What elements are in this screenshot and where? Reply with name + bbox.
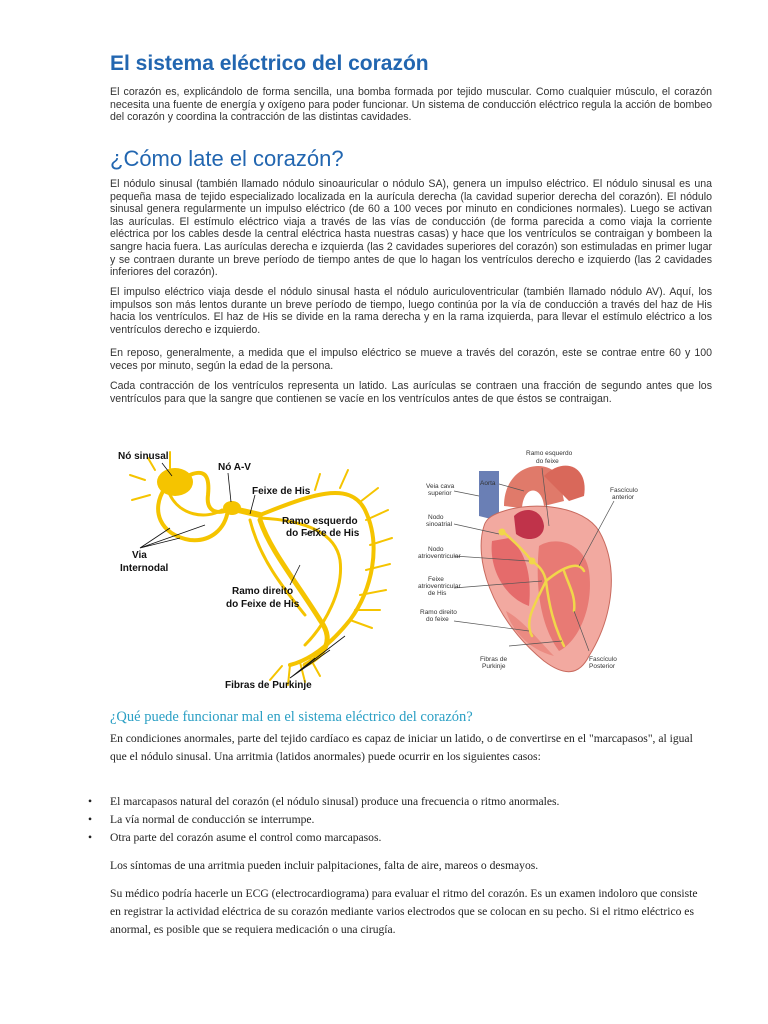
problems-intro-paragraph: En condiciones anormales, parte del tejido cardíaco es capaz de iniciar un latido, o de convertirse en el "marcapasos", al igual que el nódulo sinusal. Una arritmia (latidos anormales) puede ocurrir en los siguientes casos: bbox=[110, 732, 693, 763]
label-via-line1: Via bbox=[132, 550, 147, 561]
anatomy-label-feixe-line3: de His bbox=[428, 590, 447, 597]
anatomy-label-nodo-av-line1: Nodo bbox=[428, 546, 444, 553]
section-heading-how-heart-beats: ¿Cómo late el corazón? bbox=[110, 146, 344, 171]
anatomy-label-veia-line2: superior bbox=[428, 490, 452, 497]
anatomy-label-nodo-sin-line2: sinoatrial bbox=[426, 521, 453, 528]
paragraph-av-node: El impulso eléctrico viaja desde el nódulo sinusal hasta el nódulo auriculoventricular (también llamado nódulo AV). Aquí, los impulsos son más lentos durante un breve período de tiempo, luego continúa por la vía de conducción a través del haz de His hacia los ventrículos. El haz de His se divide en la rama derecha y en la rama izquierda, para llevar el estímulo eléctrico a los ventrículos derecho e izquierdo. bbox=[110, 286, 712, 336]
label-ramo-esquerdo-line2: do Feixe de His bbox=[286, 528, 360, 539]
label-ramo-direito-line2: do Feixe de His bbox=[226, 599, 300, 610]
paragraph-contraction: Cada contracción de los ventrículos representa un latido. Las aurículas se contraen una fracción de segundo antes que los ventrículos para que la sangre que contienen se vacíe en los ventrículos antes de que éstos se contraigan. bbox=[110, 380, 712, 405]
label-no-av: Nó A-V bbox=[218, 462, 251, 473]
list-item-text: Otra parte del corazón asume el control como marcapasos. bbox=[110, 831, 382, 844]
intro-paragraph: El corazón es, explicándolo de forma sencilla, una bomba formada por tejido muscular. Como cualquier músculo, el corazón necesita una fuente de energía y oxígeno para poder funcionar. Un sistema de conducción eléctrico regula la acción de bombeo del corazón y coordina la contracción de las distintas cavidades. bbox=[110, 86, 712, 124]
label-via-line2: Internodal bbox=[120, 563, 169, 574]
label-ramo-esquerdo-line1: Ramo esquerdo bbox=[282, 516, 358, 527]
anatomy-label-fibras-line1: Fibras de bbox=[480, 656, 508, 663]
anatomy-label-veia-line1: Veia cava bbox=[426, 483, 455, 490]
page-title: El sistema eléctrico del corazón bbox=[110, 52, 429, 75]
bullet-marker: • bbox=[88, 831, 93, 844]
anatomy-label-feixe-line1: Feixe bbox=[428, 576, 444, 583]
symptoms-paragraph: Los síntomas de una arritmia pueden incluir palpitaciones, falta de aire, mareos o desmayos. bbox=[110, 859, 539, 872]
anatomy-label-fasc-ant-line1: Fascículo bbox=[610, 487, 638, 494]
anatomy-label-aorta: Aorta bbox=[480, 480, 496, 487]
heart-anatomy-diagram bbox=[414, 446, 704, 696]
section-heading-what-can-go-wrong: ¿Qué puede funcionar mal en el sistema eléctrico del corazón? bbox=[110, 709, 473, 725]
anatomy-label-fasc-post-line1: Fascículo bbox=[589, 656, 617, 663]
anatomy-label-ramo-dir-line1: Ramo direito bbox=[420, 609, 457, 616]
anatomy-label-ramo-dir-line2: do feixe bbox=[426, 616, 449, 623]
anatomy-label-nodo-av-line2: atrioventricular bbox=[418, 553, 461, 560]
list-item-text: La vía normal de conducción se interrumpe. bbox=[110, 813, 315, 826]
anatomy-label-fasc-post-line2: Posterior bbox=[589, 663, 616, 670]
paragraph-rest-rate: En reposo, generalmente, a medida que el impulso eléctrico se mueve a través del corazón, este se contrae entre 60 y 100 veces por minuto, según la edad de la persona. bbox=[110, 347, 712, 372]
list-item-text: El marcapasos natural del corazón (el nódulo sinusal) produce una frecuencia o ritmo anormales. bbox=[110, 795, 560, 808]
paragraph-sa-node: El nódulo sinusal (también llamado nódulo sinoauricular o nódulo SA), genera un impulso eléctrico. El nódulo sinusal es una pequeña masa de tejido especializado localizada en la aurícula derecha (la cavidad superior derecha del corazón). El nódulo sinusal genera regularmente un impulso eléctrico (de 60 a 100 veces por minuto en condiciones normales). Luego se activan las aurículas. El estímulo eléctrico viaja a través de las vías de conducción (de forma parecida a como viaja la corriente eléctrica por los cables desde la central eléctrica hasta nuestras casas) y hace que los ventrículos se contraigan y bombeen la sangre hacia fuera. Las aurículas derecha e izquierda (las 2 cavidades superiores del corazón) son estimuladas en primer lugar y se contraen durante un breve período de tiempo antes de que lo hagan los ventrículos derecho e izquierdo (las 2 cavidades inferiores del corazón). bbox=[110, 178, 712, 279]
anatomy-label-ramo-esq-line2: do feixe bbox=[536, 458, 559, 465]
anatomy-label-feixe-line2: atrioventricular bbox=[418, 583, 461, 590]
label-no-sinusal: Nó sinusal bbox=[118, 451, 169, 462]
label-fibras-purkinje: Fibras de Purkinje bbox=[225, 680, 312, 691]
anatomy-label-fibras-line2: Purkinje bbox=[482, 663, 506, 670]
anatomy-label-fasc-ant-line2: anterior bbox=[612, 494, 635, 501]
conduction-system-diagram bbox=[110, 440, 400, 700]
bullet-marker: • bbox=[88, 795, 93, 808]
anatomy-label-nodo-sin-line1: Nodo bbox=[428, 514, 444, 521]
bullet-marker: • bbox=[88, 813, 93, 826]
label-ramo-direito-line1: Ramo direito bbox=[232, 586, 294, 597]
label-feixe-his: Feixe de His bbox=[252, 486, 311, 497]
ecg-paragraph: Su médico podría hacerle un ECG (electrocardiograma) para evaluar el ritmo del corazón. Es un examen indoloro que consiste en registrar la actividad eléctrica de su corazón mediante varios electrodos que se colocan en su pecho. Si el ritmo eléctrico es anormal, es posible que se requiera medicación o una cirugía. bbox=[110, 887, 698, 936]
anatomy-label-ramo-esq-line1: Ramo esquerdo bbox=[526, 450, 573, 457]
